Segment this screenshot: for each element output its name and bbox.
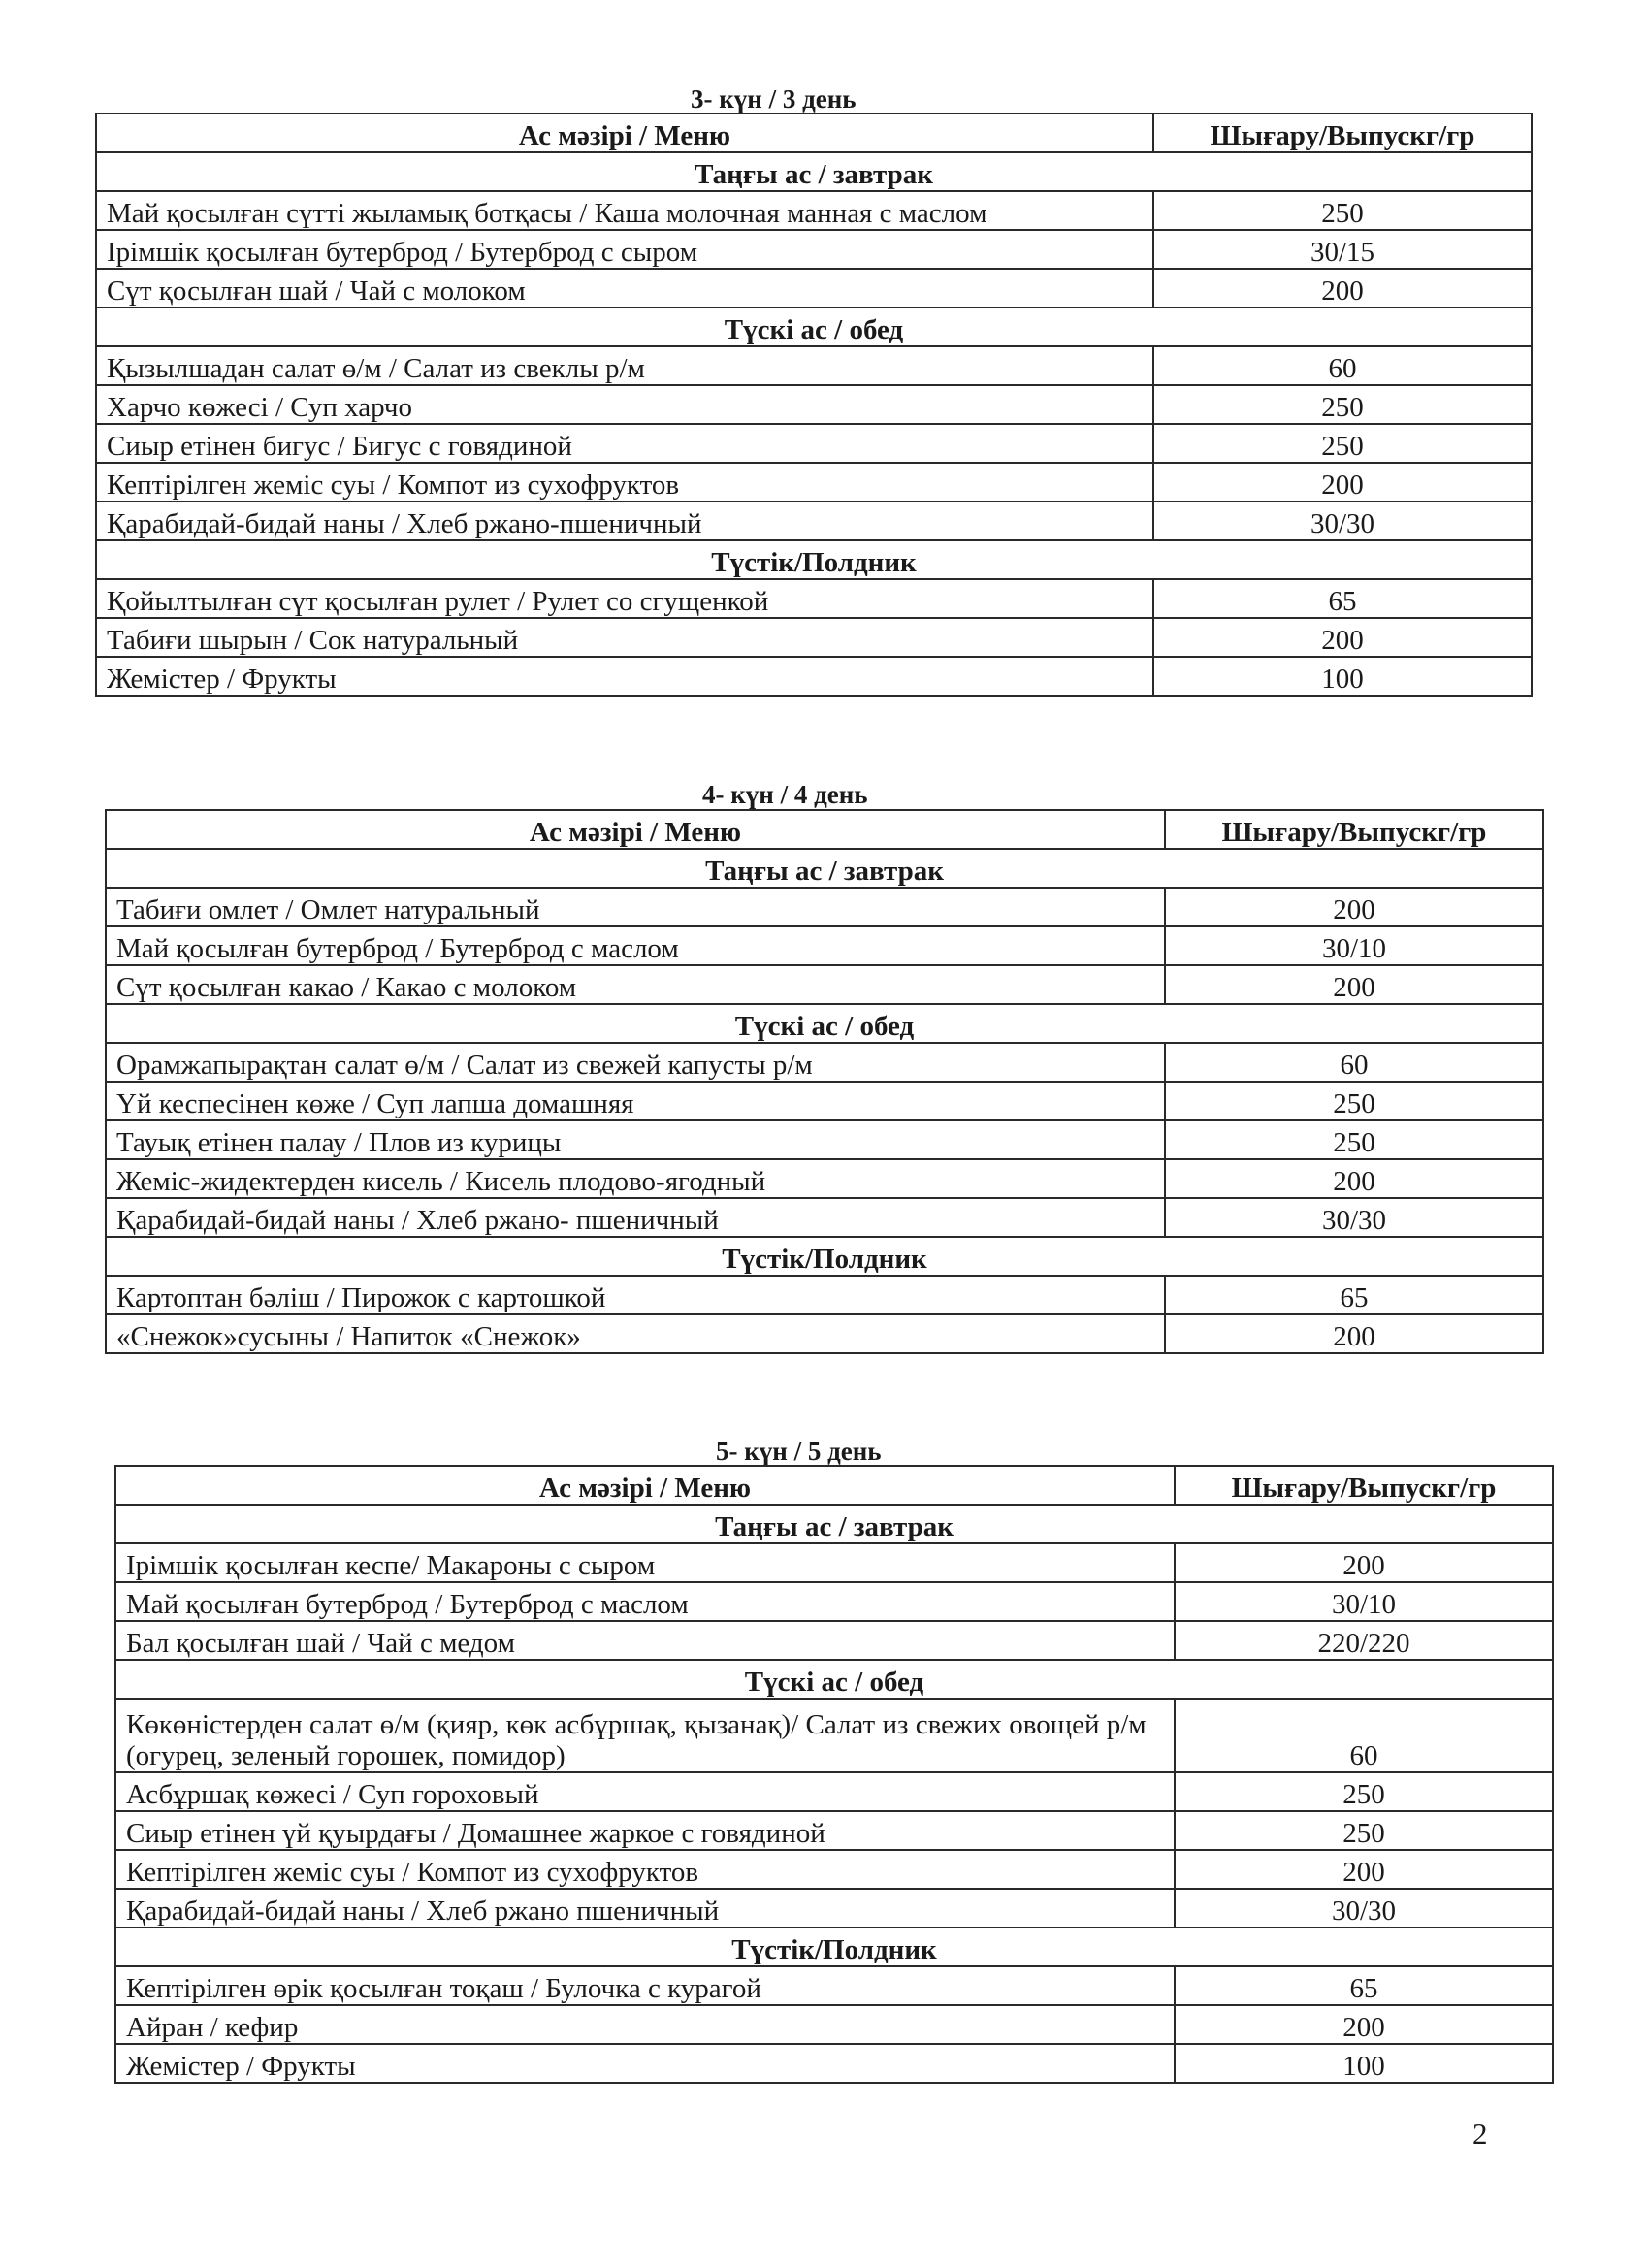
dish-portion: 60 [1153, 346, 1532, 385]
dish-portion: 60 [1165, 1043, 1543, 1082]
day-title: 5- күн / 5 день [716, 1437, 882, 1466]
dish-name: Тауық етінен палау / Плов из курицы [106, 1120, 1165, 1159]
dish-name: Сүт қосылған какао / Какао с молоком [106, 965, 1165, 1004]
dish-name: Жемістер / Фрукты [96, 657, 1153, 696]
table-row [106, 1276, 1543, 1314]
dish-portion: 30/15 [1153, 230, 1532, 269]
section-title-lunch: Түскі ас / обед [106, 1004, 1543, 1043]
dish-name: Ірімшік қосылған бутерброд / Бутерброд с сыром [96, 230, 1153, 269]
table-row [106, 1082, 1543, 1120]
dish-name: Айран / кефир [115, 2005, 1175, 2044]
section-row [115, 1660, 1553, 1699]
table-row [106, 965, 1543, 1004]
menu-table [105, 809, 1544, 1354]
table-row [106, 1120, 1543, 1159]
dish-name: Орамжапырақтан салат ө/м / Салат из свежей капусты р/м [106, 1043, 1165, 1082]
dish-portion: 65 [1165, 1276, 1543, 1314]
section-title-breakfast: Таңғы ас / завтрак [96, 152, 1532, 191]
table-row [115, 1811, 1553, 1850]
table-row [96, 269, 1532, 308]
dish-portion: 200 [1153, 618, 1532, 657]
dish-name: Май қосылған сүтті жыламық ботқасы / Каша молочная манная с маслом [96, 191, 1153, 230]
dish-portion: 30/10 [1165, 926, 1543, 965]
table-row [106, 1198, 1543, 1237]
table-header-row [96, 113, 1532, 152]
dish-portion: 60 [1175, 1699, 1553, 1772]
dish-name: Кептірілген өрік қосылған тоқаш / Булочка с курагой [115, 1966, 1175, 2005]
dish-name: Көкөністерден салат ө/м (қияр, көк асбұршақ, қызанақ)/ Салат из свежих овощей р/м (огурец, зеленый горошек, помидор) [115, 1699, 1175, 1772]
dish-portion: 65 [1175, 1966, 1553, 2005]
dish-name: Үй кеспесінен көже / Суп лапша домашняя [106, 1082, 1165, 1120]
dish-name: Бал қосылған шай / Чай с медом [115, 1621, 1175, 1660]
section-title-lunch: Түскі ас / обед [115, 1660, 1553, 1699]
dish-portion: 200 [1175, 1543, 1553, 1582]
table-row [115, 2005, 1553, 2044]
section-title-snack: Түстік/Полдник [115, 1928, 1553, 1966]
table-row [106, 926, 1543, 965]
dish-portion: 30/30 [1153, 502, 1532, 540]
dish-name: Жеміс-жидектерден кисель / Кисель плодово-ягодный [106, 1159, 1165, 1198]
table-row [106, 1314, 1543, 1353]
table-row [96, 424, 1532, 463]
table-row [115, 1966, 1553, 2005]
dish-portion: 100 [1175, 2044, 1553, 2083]
section-row [96, 152, 1532, 191]
dish-portion: 220/220 [1175, 1621, 1553, 1660]
dish-portion: 250 [1165, 1120, 1543, 1159]
menu-column-header: Ас мәзірі / Меню [96, 113, 1153, 152]
table-row [115, 2044, 1553, 2083]
section-row [106, 849, 1543, 888]
table-row [115, 1543, 1553, 1582]
section-row [96, 540, 1532, 579]
table-row [96, 191, 1532, 230]
table-row [96, 657, 1532, 696]
dish-portion: 200 [1153, 463, 1532, 502]
dish-name: Қызылшадан салат ө/м / Салат из свеклы р/м [96, 346, 1153, 385]
dish-portion: 250 [1153, 424, 1532, 463]
dish-name: Қарабидай-бидай наны / Хлеб ржано- пшеничный [106, 1198, 1165, 1237]
table-row [115, 1699, 1553, 1772]
dish-portion: 65 [1153, 579, 1532, 618]
dish-portion: 250 [1153, 191, 1532, 230]
dish-name: Қойылтылған сүт қосылған рулет / Рулет со сгущенкой [96, 579, 1153, 618]
menu-column-header: Ас мәзірі / Меню [115, 1466, 1175, 1505]
day-title: 4- күн / 4 день [702, 780, 868, 809]
dish-name: Май қосылған бутерброд / Бутерброд с маслом [106, 926, 1165, 965]
table-row [96, 579, 1532, 618]
dish-name: Табиғи шырын / Сок натуральный [96, 618, 1153, 657]
table-row [106, 1043, 1543, 1082]
menu-table [95, 113, 1533, 697]
dish-name: Қарабидай-бидай наны / Хлеб ржано-пшеничный [96, 502, 1153, 540]
table-row [96, 230, 1532, 269]
dish-name: Кептірілген жеміс суы / Компот из сухофруктов [96, 463, 1153, 502]
table-row [96, 618, 1532, 657]
dish-portion: 200 [1165, 888, 1543, 926]
menu-column-header: Ас мәзірі / Меню [106, 810, 1165, 849]
menu-table [114, 1465, 1554, 2084]
table-header-row [106, 810, 1543, 849]
section-row [96, 308, 1532, 346]
table-row [96, 463, 1532, 502]
section-title-snack: Түстік/Полдник [96, 540, 1532, 579]
table-header-row [115, 1466, 1553, 1505]
output-column-header: Шығару/Выпускг/гр [1165, 810, 1543, 849]
dish-portion: 250 [1175, 1811, 1553, 1850]
dish-portion: 250 [1175, 1772, 1553, 1811]
dish-portion: 100 [1153, 657, 1532, 696]
table-row [115, 1621, 1553, 1660]
dish-name: Табиғи омлет / Омлет натуральный [106, 888, 1165, 926]
table-row [115, 1850, 1553, 1889]
dish-name: Ірімшік қосылған кеспе/ Макароны с сыром [115, 1543, 1175, 1582]
table-row [106, 1159, 1543, 1198]
section-row [115, 1505, 1553, 1543]
dish-portion: 250 [1153, 385, 1532, 424]
table-row [115, 1772, 1553, 1811]
table-row [96, 385, 1532, 424]
dish-name: Май қосылған бутерброд / Бутерброд с маслом [115, 1582, 1175, 1621]
dish-portion: 30/30 [1175, 1889, 1553, 1928]
dish-portion: 200 [1175, 1850, 1553, 1889]
dish-portion: 250 [1165, 1082, 1543, 1120]
dish-name: Кептірілген жеміс суы / Компот из сухофруктов [115, 1850, 1175, 1889]
section-title-breakfast: Таңғы ас / завтрак [106, 849, 1543, 888]
dish-name: Сиыр етінен бигус / Бигус с говядиной [96, 424, 1153, 463]
output-column-header: Шығару/Выпускг/гр [1153, 113, 1532, 152]
section-title-lunch: Түскі ас / обед [96, 308, 1532, 346]
dish-portion: 200 [1165, 1159, 1543, 1198]
dish-portion: 200 [1175, 2005, 1553, 2044]
output-column-header: Шығару/Выпускг/гр [1175, 1466, 1553, 1505]
section-title-snack: Түстік/Полдник [106, 1237, 1543, 1276]
table-row [96, 502, 1532, 540]
dish-name: Қарабидай-бидай наны / Хлеб ржано пшеничный [115, 1889, 1175, 1928]
dish-portion: 200 [1153, 269, 1532, 308]
day-title: 3- күн / 3 день [691, 84, 857, 113]
dish-name: Жемістер / Фрукты [115, 2044, 1175, 2083]
table-row [115, 1889, 1553, 1928]
dish-name: Сүт қосылған шай / Чай с молоком [96, 269, 1153, 308]
dish-name: Асбұршақ көжесі / Суп гороховый [115, 1772, 1175, 1811]
dish-name: Картоптан бәліш / Пирожок с картошкой [106, 1276, 1165, 1314]
table-row [106, 888, 1543, 926]
dish-name: Харчо көжесі / Суп харчо [96, 385, 1153, 424]
section-row [106, 1004, 1543, 1043]
table-row [115, 1582, 1553, 1621]
dish-portion: 30/30 [1165, 1198, 1543, 1237]
dish-portion: 200 [1165, 1314, 1543, 1353]
section-row [106, 1237, 1543, 1276]
dish-portion: 200 [1165, 965, 1543, 1004]
section-row [115, 1928, 1553, 1966]
table-row [96, 346, 1532, 385]
dish-name: «Снежок»сусыны / Напиток «Снежок» [106, 1314, 1165, 1353]
dish-portion: 30/10 [1175, 1582, 1553, 1621]
section-title-breakfast: Таңғы ас / завтрак [115, 1505, 1553, 1543]
dish-name: Сиыр етінен үй қуырдағы / Домашнее жаркое с говядиной [115, 1811, 1175, 1850]
page-number: 2 [1472, 2117, 1488, 2151]
